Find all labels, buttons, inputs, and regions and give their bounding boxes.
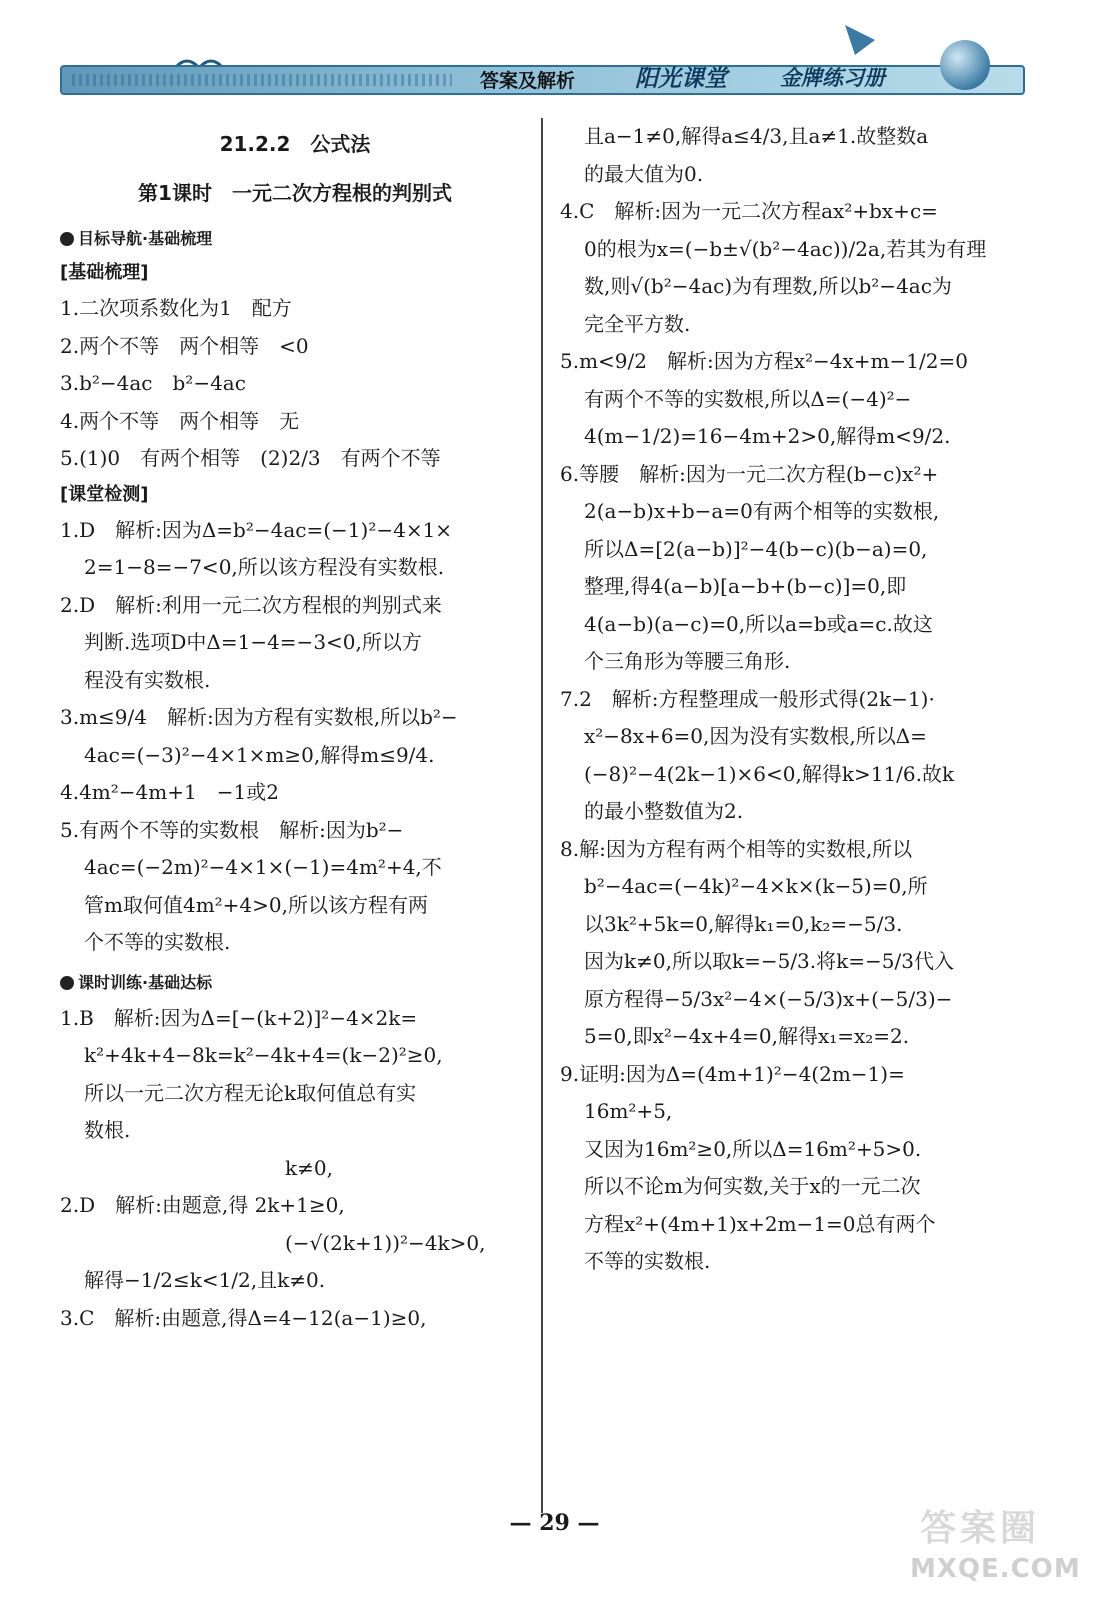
train-line: 所以一元二次方程无论k取何值总有实 [84,1080,417,1105]
right-line: 9.证明:因为Δ=(4m+1)²−4(2m−1)= [560,1061,905,1086]
check-line: 个不等的实数根. [84,930,231,954]
column-divider [541,118,543,1513]
basics-line: 5.(1)0 有两个相等 (2)2/3 有两个不等 [60,446,441,470]
bullet-icon [60,232,74,246]
right-line: 又因为16m²≥0,所以Δ=16m²+5>0. [584,1136,922,1161]
basics-line: 4.两个不等 两个相等 无 [60,408,300,433]
section-title: 21.2.2 公式法 [219,132,371,156]
header-answers-label: 答案及解析 [480,70,576,92]
right-line: b²−4ac=(−4k)²−4×k×(k−5)=0,所 [584,874,928,898]
check-line: 4.4m²−4m+1 −1或2 [60,780,279,804]
check-line: 程没有实数根. [84,667,211,692]
check-label: [课堂检测] [60,483,149,505]
basics-line: 1.二次项系数化为1 配方 [60,296,292,320]
header-book: 金牌练习册 [780,66,885,90]
right-line: 且a−1≠0,解得a≤4/3,且a≠1.故整数a [584,124,929,148]
check-line: 2=1−8=−7<0,所以该方程没有实数根. [84,555,445,579]
right-line: 4(m−1/2)=16−4m+2>0,解得m<9/2. [584,424,951,448]
page-number: — 29 — [509,1510,600,1536]
right-line: 所以不论m为何实数,关于x的一元二次 [584,1174,921,1198]
right-line: 方程x²+(4m+1)x+2m−1=0总有两个 [584,1211,936,1236]
train-line: 数根. [84,1118,131,1142]
nav2-heading: 课时训练·基础达标 [60,968,530,998]
right-line: 4.C 解析:因为一元二次方程ax²+bx+c= [560,199,938,223]
watermark [910,1500,1100,1595]
right-line: 5.m<9/2 解析:因为方程x²−4x+m−1/2=0 [560,349,968,373]
header-series: 阳光课堂 [635,66,727,92]
check-line: 5.有两个不等的实数根 解析:因为b²− [60,817,404,842]
basics-line: 2.两个不等 两个相等 <0 [60,333,309,358]
train-line: k≠0, [285,1155,333,1180]
right-line: 整理,得4(a−b)[a−b+(b−c)]=0,即 [584,574,907,598]
header-banner [60,20,1025,105]
train-line: 2.D 解析:由题意,得 2k+1≥0, [60,1193,345,1217]
globe-icon [940,40,990,90]
right-line: 16m²+5, [584,1099,673,1123]
right-line: 不等的实数根. [584,1249,711,1273]
lesson-title: 第1课时 一元二次方程根的判别式 [138,181,452,205]
sail-icon [840,20,880,60]
left-column [60,118,530,1337]
watermark-top: 答案圈 [920,1508,1041,1549]
check-line: 2.D 解析:利用一元二次方程根的判别式来 [60,592,442,617]
right-line: 4(a−b)(a−c)=0,所以a=b或a=c.故这 [584,611,933,636]
check-line: 管m取何值4m²+4>0,所以该方程有两 [84,892,428,917]
right-line: 的最小整数值为2. [584,799,744,823]
right-line: 个三角形为等腰三角形. [584,649,791,673]
nav1-heading: 目标导航·基础梳理 [60,224,530,254]
right-line: 完全平方数. [584,311,691,336]
train-line: 解得−1/2≤k<1/2,且k≠0. [84,1268,326,1292]
train-line: (−√(2k+1))²−4k>0, [285,1230,486,1255]
bullet-icon [60,976,74,990]
right-line: 8.解:因为方程有两个相等的实数根,所以 [560,836,913,861]
check-line: 3.m≤9/4 解析:因为方程有实数根,所以b²− [60,705,458,729]
right-line: 2(a−b)x+b−a=0有两个相等的实数根, [584,499,940,523]
right-line: (−8)²−4(2k−1)×6<0,解得k>11/6.故k [584,761,955,786]
right-line: 5=0,即x²−4x+4=0,解得x₁=x₂=2. [584,1024,910,1048]
right-line: 0的根为x=(−b±√(b²−4ac))/2a,若其为有理 [584,236,987,261]
train-line: 3.C 解析:由题意,得Δ=4−12(a−1)≥0, [60,1305,427,1330]
right-line: 所以Δ=[2(a−b)]²−4(b−c)(b−a)=0, [584,536,928,561]
right-column [560,118,1030,1281]
right-line: 的最大值为0. [584,161,704,186]
basics-label: [基础梳理] [60,262,149,283]
band-pattern [72,74,452,86]
train-line: k²+4k+4−8k=k²−4k+4=(k−2)²≥0, [84,1043,443,1067]
right-line: x²−8x+6=0,因为没有实数根,所以Δ= [584,724,927,748]
check-line: 4ac=(−2m)²−4×1×(−1)=4m²+4,不 [84,855,442,879]
right-line: 6.等腰 解析:因为一元二次方程(b−c)x²+ [560,461,939,486]
watermark-bottom: MXQE.COM [910,1554,1081,1584]
right-line: 以3k²+5k=0,解得k₁=0,k₂=−5/3. [584,911,903,936]
check-line: 判断.选项D中Δ=1−4=−3<0,所以方 [84,630,422,654]
right-line: 有两个不等的实数根,所以Δ=(−4)²− [584,386,912,411]
basics-line: 3.b²−4ac b²−4ac [60,371,246,395]
train-line: 1.B 解析:因为Δ=[−(k+2)]²−4×2k= [60,1005,418,1030]
right-line: 因为k≠0,所以取k=−5/3.将k=−5/3代入 [584,949,954,973]
check-line: 1.D 解析:因为Δ=b²−4ac=(−1)²−4×1× [60,517,453,542]
check-line: 4ac=(−3)²−4×1×m≥0,解得m≤9/4. [84,742,435,767]
right-line: 7.2 解析:方程整理成一般形式得(2k−1)· [560,686,935,711]
right-line: 数,则√(b²−4ac)为有理数,所以b²−4ac为 [584,274,952,298]
right-line: 原方程得−5/3x²−4×(−5/3)x+(−5/3)− [584,986,953,1011]
